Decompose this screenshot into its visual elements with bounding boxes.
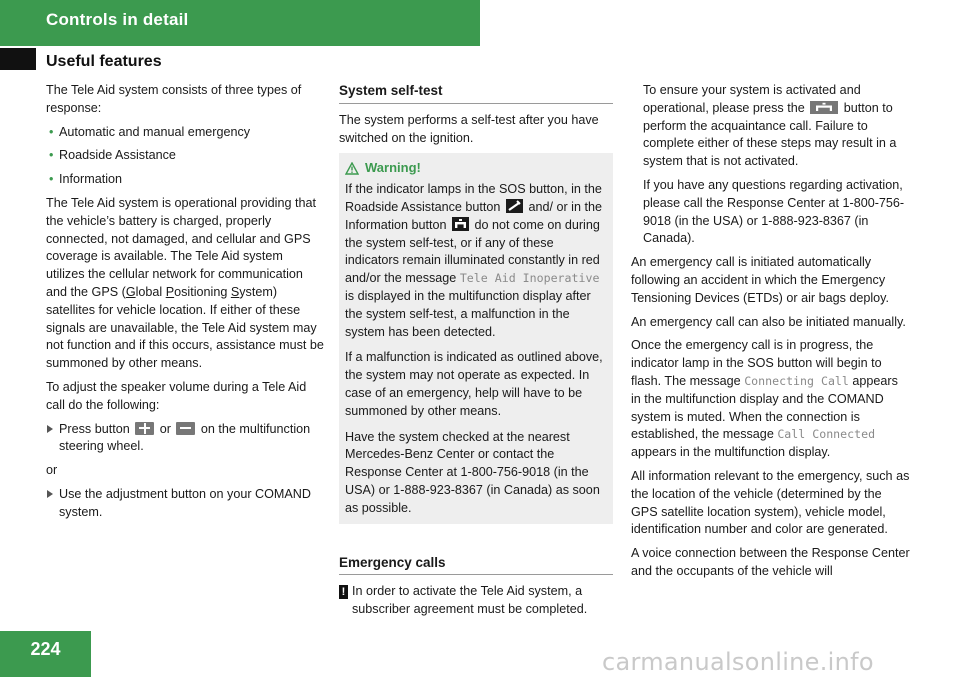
warning-title: Warning! bbox=[365, 160, 421, 176]
warning-text-a: If the indicator lamps in the SOS button, in the Roadside Assistance button bbox=[345, 182, 602, 214]
gps-word-lobal: lobal bbox=[135, 284, 166, 299]
heading-emergency-calls: Emergency calls bbox=[339, 554, 613, 576]
note-text: In order to activate the Tele Aid system, a subscriber agreement must be completed. bbox=[352, 584, 588, 617]
roadside-assistance-icon bbox=[506, 199, 523, 213]
volume-up-icon bbox=[135, 422, 154, 435]
list-item: • Automatic and manual emergency bbox=[46, 124, 324, 142]
note bbox=[339, 583, 613, 619]
operational-paragraph bbox=[46, 195, 324, 373]
section-marker bbox=[0, 48, 36, 70]
gps-letter-p: P bbox=[165, 284, 175, 299]
step-text-b: on the multifunction steering wheel. bbox=[59, 421, 311, 454]
warning-box bbox=[339, 153, 613, 523]
self-test-paragraph: The system performs a self-test after you have switched on the ignition. bbox=[339, 112, 599, 145]
list-item: • Roadside Assistance bbox=[46, 147, 324, 165]
step-arrow-icon bbox=[47, 425, 53, 433]
gps-word-ositioning: ositioning bbox=[174, 284, 231, 299]
information-icon bbox=[452, 217, 469, 231]
page-number: 224 bbox=[30, 639, 61, 659]
gps-letter-s: S bbox=[230, 284, 240, 299]
operational-text-b: ystem) satellites for vehicle location. If either of these signals are unavailable, the Tele Aid system may not function and if this occurs, assistance must be summoned by other means. bbox=[46, 284, 324, 371]
watermark: carmanualsonline.info bbox=[602, 648, 874, 676]
information-icon bbox=[810, 101, 838, 114]
display-message-call-connected: Call Connected bbox=[777, 427, 876, 442]
progress-text-b: appears in the multifunction display and the COMAND system is muted. When the connection is established, the message bbox=[631, 373, 898, 442]
section-title: Useful features bbox=[46, 53, 162, 70]
chapter-title: Controls in detail bbox=[46, 10, 189, 29]
step-text: Use the adjustment button on your COMAND system. bbox=[59, 486, 311, 519]
activation-text-b: button to perform the acquaintance call. Failure to complete either of these steps may result in a system that is not activated. bbox=[643, 100, 897, 169]
volume-down-icon bbox=[176, 422, 195, 435]
warning-header bbox=[345, 159, 606, 177]
information-paragraph: All information relevant to the emergency, such as the location of the vehicle (determined by the GPS satellite location system), vehicle model, identification number and color are generated. bbox=[631, 468, 910, 537]
warning-text-d: is displayed in the multifunction display after the system self-test, a malfunction in the system has been detected. bbox=[345, 288, 591, 339]
warning-triangle-icon bbox=[345, 162, 359, 175]
warning-paragraph-2: If a malfunction is indicated as outlined above, the system may not operate as expected. In case of an emergency, help will have to be summoned by other means. bbox=[345, 350, 603, 418]
questions-paragraph: If you have any questions regarding activation, please call the Response Center at 1-800-756-9018 (in the USA) or 1-888-923-8367 (in Canada). bbox=[643, 177, 905, 246]
warning-paragraph-1 bbox=[345, 181, 606, 341]
activation-text-a: To ensure your system is activated and operational, please press the bbox=[643, 83, 861, 115]
operational-text-a: The Tele Aid system is operational providing that the vehicle’s battery is charged, properly connected, not damaged, and cellular and GPS coverage is available. The Tele Aid system utilizes the cellular network for communication and the GPS ( bbox=[46, 195, 316, 299]
intro-paragraph: The Tele Aid system consists of three types of response: bbox=[46, 83, 302, 115]
note-exclamation-icon: ! bbox=[339, 585, 348, 599]
step-comand bbox=[46, 486, 324, 522]
voice-connection-paragraph: A voice connection between the Response Center and the occupants of the vehicle will bbox=[631, 546, 910, 578]
column-right bbox=[631, 82, 910, 587]
gps-letter-g: G bbox=[125, 284, 136, 299]
step-text-a: Press button bbox=[59, 421, 130, 436]
column-left bbox=[46, 82, 324, 528]
display-message-tele-aid-inoperative: Tele Aid Inoperative bbox=[459, 271, 600, 286]
column-middle bbox=[339, 82, 613, 619]
warning-text-c: do not come on during the system self-test, or if any of these indicators remain illuminated constantly in red and/or the message bbox=[345, 217, 600, 286]
step-volume-buttons bbox=[46, 421, 324, 457]
volume-paragraph: To adjust the speaker volume during a Tele Aid call do the following: bbox=[46, 379, 307, 412]
call-progress-paragraph bbox=[631, 337, 910, 462]
progress-text-a: Once the emergency call is in progress, the indicator lamp in the SOS button will begin to flash. The message bbox=[631, 338, 882, 388]
list-item: • Information bbox=[46, 171, 324, 189]
warning-paragraph-3: Have the system checked at the nearest Mercedes-Benz Center or contact the Response Center at 1-800-756-9018 (in the USA) or 1-888-923-8367 (in Canada) as soon as possible. bbox=[345, 429, 600, 515]
or-text: or bbox=[46, 463, 58, 478]
heading-self-test: System self-test bbox=[339, 82, 613, 104]
response-types-list bbox=[46, 124, 324, 189]
manual-call-paragraph: An emergency call can also be initiated manually. bbox=[631, 314, 906, 329]
warning-text-b: and/ or in the Information button bbox=[345, 199, 602, 232]
progress-text-c: appears in the multifunction display. bbox=[631, 445, 831, 460]
activation-paragraph bbox=[631, 82, 910, 171]
automatic-call-paragraph: An emergency call is initiated automatically following an accident in which the Emergency Tensioning Devices (ETDs) or air bags deploy. bbox=[631, 255, 890, 305]
display-message-connecting-call: Connecting Call bbox=[744, 373, 849, 388]
step-text-or: or bbox=[159, 421, 171, 436]
step-arrow-icon bbox=[47, 490, 53, 498]
